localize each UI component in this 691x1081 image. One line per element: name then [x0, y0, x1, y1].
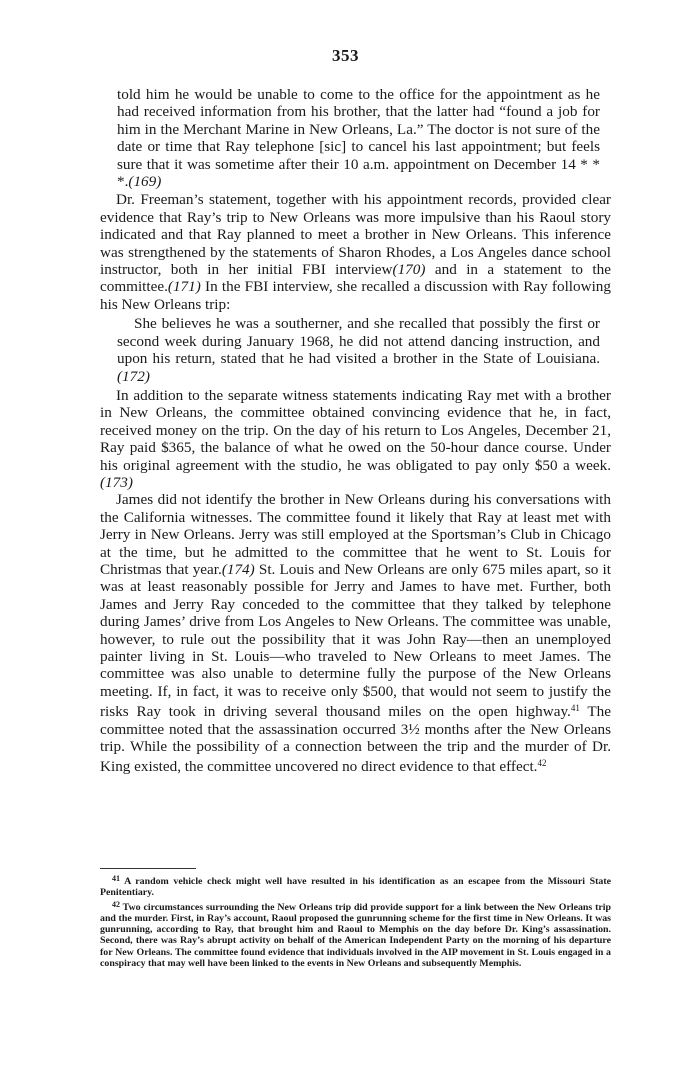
page-number: 353 — [332, 46, 359, 65]
quote-text: told him he would be unable to come to the office for the appointment as he had received information from his brother, that the latter had “found a job for him in the Merchant Marine in New Orleans, La.” The doctor is not sure of the date or time that Ray telephone [sic] to cancel his last appointment; but feels sure that it was sometime after their 10 a.m. appointment on December 14 * * *. — [117, 86, 600, 191]
quote-text: She believes he was a southerner, and she recalled that possibly the first or second week during January 1968, he did not attend dancing instruction, and upon his return, stated that he had visited a brother in the State of Louisiana. — [117, 315, 600, 368]
paragraph-brother-identity — [100, 491, 611, 776]
footnote-ref-41: 41 — [570, 703, 580, 714]
quote-paragraph — [117, 315, 600, 385]
paragraph-text: The committee noted that the assassination occurred 3½ months after the New Orleans trip. While the possibility of a connection between the trip and the murder of Dr. King existed, the committee uncovered no direct evidence to that effect. — [100, 703, 612, 776]
footnote-mark: 41 — [112, 874, 120, 883]
quote-paragraph — [117, 86, 600, 190]
footnote-mark: 42 — [112, 899, 120, 909]
footnotes — [100, 873, 611, 969]
citation-173: (173) — [100, 473, 133, 491]
footnote-ref-42: 42 — [537, 758, 547, 769]
paragraph-text: and in a statement to the committee. — [100, 261, 611, 296]
citation-170: (170) — [392, 261, 426, 279]
citation-172: (172) — [117, 367, 150, 385]
paragraph-text: St. Louis and New Orleans are only 675 miles apart, so it was at least reasonably possible for Jerry and James to have met. Further, both James and Jerry Ray conceded to the committee that they talked by telephone during James’ drive from Los Angeles to New Orleans. The committee was unable, however, to rule out the possibility that it was John Ray—then an unemployed painter living in St. Louis—who traveled to New Orleans to meet James. The committee was also unable to determine fully the purpose of the New Orleans meeting. If, in fact, it was to receive only $500, that would not seem to justify the risks Ray took in driving several thousand miles on the open highway. — [100, 560, 611, 721]
footnote-text: Two circumstances surrounding the New Orleans trip did provide support for a link between the New Orleans trip and the murder. First, in Ray’s account, Raoul proposed the gunrunning scheme for the first time in New Orleans. It was gunrunning, according to Ray, that brought him and Raoul to Memphis on the day before Dr. King’s assassination. Second, there was Ray’s abrupt activity on behalf of the American Independent Party on the morning of his departure for New Orleans. The committee found evidence that individuals involved in the AIP movement in St. Louis engaged in a conspiracy that may well have been linked to the events in New Orleans and subsequently Memphis. — [100, 901, 611, 970]
paragraph-text: Dr. Freeman’s statement, together with his appointment records, provided clear evidence that Ray’s trip to New Orleans was more impulsive than his Raoul story indicated and that Ray planned to meet a brother in New Orleans. This inference was strengthened by the statements of Sharon Rhodes, a Los Angeles dance school instructor, both in her initial FBI interview — [100, 191, 611, 279]
block-quote-rhodes — [117, 315, 600, 385]
citation-169: (169) — [128, 173, 162, 191]
paragraph-text: James did not identify the brother in New Orleans during his conversations with the California witnesses. The committee found it likely that Ray at least met with Jerry in New Orleans. Jerry was still employed at the Sportsman’s Club in Chicago at the time, but he admitted to the committee that he went to St. Louis for Christmas that year. — [100, 491, 611, 578]
paragraph-freeman-statement — [100, 191, 611, 313]
paragraph-text: In the FBI interview, she recalled a discussion with Ray following his New Orleans trip: — [100, 278, 611, 313]
block-quote-freeman — [117, 86, 600, 190]
paragraph-text: In addition to the separate witness statements indicating Ray met with a brother in New Orleans, the committee obtained convincing evidence that he, in fact, received money on the trip. On the day of his return to Los Angeles, December 21, Ray paid $365, the balance of what he owed on the 50-hour dance course. Under his original agreement with the studio, he was obligated to pay only $50 a week. — [100, 386, 611, 474]
paragraph-money-evidence — [100, 387, 611, 491]
footnote-41 — [100, 873, 611, 899]
citation-171: (171) — [167, 278, 201, 296]
footnote-42 — [100, 899, 611, 970]
body-text — [100, 86, 611, 776]
citation-174: (174) — [221, 560, 255, 578]
footnote-divider — [100, 868, 196, 869]
footnote-text: A random vehicle check might well have resulted in his identification as an escapee from the Missouri State Penitentiary. — [100, 876, 611, 899]
